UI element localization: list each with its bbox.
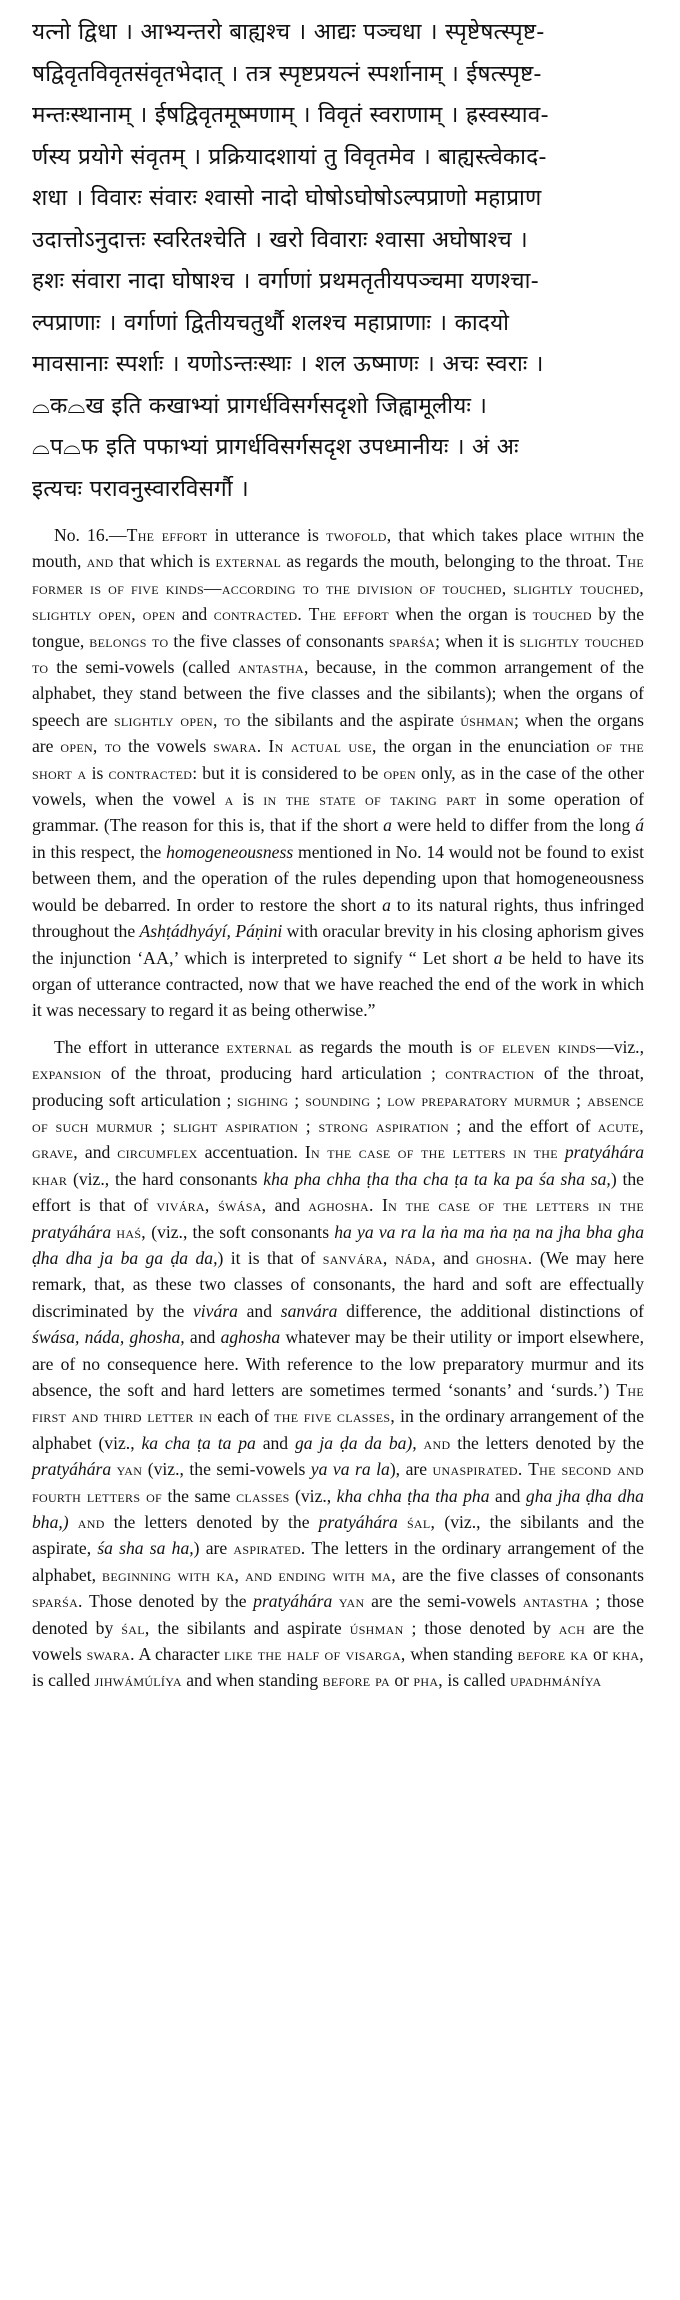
text-run: úshman — [349, 1617, 404, 1638]
text-run: pratyáhára — [253, 1591, 333, 1612]
text-run: (viz., the semi-vowels — [142, 1459, 311, 1480]
text-run: the letters denoted by the — [450, 1432, 644, 1453]
text-run: the five classes of consonants — [168, 630, 390, 651]
text-run: In the case of the letters in the — [304, 1142, 558, 1163]
text-run: in the state of taking part — [263, 789, 477, 810]
text-run: contraction — [445, 1063, 535, 1084]
text-run: antastha — [237, 657, 305, 678]
text-run: śwása, náda, ghosha, — [32, 1327, 185, 1348]
text-run: and — [237, 1300, 281, 1321]
text-run: the mouth, — [32, 525, 644, 572]
text-run: classes — [236, 1485, 290, 1506]
text-run: The effort — [126, 525, 208, 545]
text-run: before ka — [517, 1644, 589, 1665]
sanskrit-line: ल्पप्राणाः । वर्गाणां द्वितीयचतुर्थौ शलश्च महाप्राणाः । कादयो — [32, 309, 510, 336]
text-run: in utterance is — [207, 525, 326, 545]
text-run: difference, the additional distinctions of — [337, 1300, 644, 1321]
sanskrit-line: मावसानाः स्पर्शाः । यणोऽन्तःस्थाः । शल ऊष्माणः । अचः स्वराः । — [32, 351, 544, 377]
text-run: are the vowels — [32, 1617, 644, 1665]
sanskrit-line: शधा । विवारः संवारः श्वासो नादो घोषोऽघोषोऽल्पप्राणो महाप्राण — [32, 185, 542, 211]
text-run: like the half of visarga, — [224, 1644, 406, 1665]
sanskrit-line: षद्विवृतविवृतसंवृतभेदात् । तत्र स्पृष्टप्रयत्नं स्पर्शानाम् । ईषत्स्पृष्ट- — [32, 60, 542, 87]
text-run: a — [383, 815, 392, 836]
text-run: and — [435, 1247, 476, 1268]
text-run: unaspirated. — [432, 1459, 523, 1480]
text-run: vivára — [192, 1300, 238, 1321]
text-run: The letters in the ordinary arrangement of the alphabet, — [32, 1538, 644, 1585]
text-run: á — [635, 815, 645, 836]
text-run: a — [224, 789, 234, 810]
text-run: and when standing — [181, 1670, 323, 1691]
text-run: aghosha. — [308, 1195, 374, 1216]
text-run: aghosha — [220, 1327, 281, 1348]
text-run: contracted. — [213, 604, 303, 625]
text-run — [332, 1591, 339, 1611]
text-run: The second and fourth letters of — [32, 1459, 644, 1506]
text-run: ; and the effort of — [448, 1115, 598, 1136]
text-run: to its natural rights, thus infringed throughout the — [32, 894, 644, 942]
text-run: when standing — [405, 1644, 518, 1665]
text-run: Those denoted by the — [82, 1591, 254, 1612]
text-run: and — [175, 604, 214, 625]
text-run: be held to have its organ of utterance contracted, now that we have reached the end of the work in which it was necessary to regard it as being otherwise.” — [32, 947, 645, 1021]
text-run: aspirated. — [233, 1538, 306, 1559]
text-run: jihwámúlíya — [94, 1670, 182, 1691]
text-run: the semi-vowels (called — [48, 657, 238, 678]
text-run: external — [215, 551, 282, 572]
text-run: touched — [532, 604, 592, 625]
text-run: and — [77, 1142, 118, 1163]
text-run: that which is — [113, 551, 216, 572]
text-run: within — [569, 525, 616, 545]
text-run: kha chha ṭha tha pha — [336, 1485, 490, 1506]
text-run: , that which takes place — [386, 525, 570, 545]
text-run: of the throat, producing soft articulation ; — [32, 1063, 644, 1110]
text-run: were held to differ from the long — [391, 815, 636, 836]
text-run: and — [489, 1485, 526, 1506]
text-run: in some operation of grammar. (The reason for this is, that if the short — [32, 789, 644, 836]
text-run: , because, in the common arrangement of the alphabet, they stand between the five classes and the sibilants); when the organs of speech are — [32, 657, 644, 730]
text-run: A character — [134, 1644, 225, 1665]
text-run: sanvára — [280, 1300, 338, 1321]
text-run: In the case of the letters in the — [381, 1195, 644, 1216]
text-run: only, as in the case of the other vowels, when the vowel — [32, 762, 644, 810]
text-run: gha jha ḍha dha bha,) — [32, 1485, 644, 1533]
text-run: (viz., the sibilants and the aspirate, — [32, 1512, 645, 1559]
text-run: and — [423, 1432, 451, 1453]
text-run: sighing ; sounding ; low preparatory murmur ; absence of such murmur ; slight aspiration ; strong aspiration — [32, 1089, 644, 1136]
text-run — [398, 1512, 407, 1532]
text-run: whatever may be their utility or import elsewhere, are of no consequence here. With reference to the low preparatory murmur and its absence, the soft and hard letters are sometimes termed ‘sonants’ and ‘surds.’) — [32, 1327, 644, 1400]
text-run: ) are — [193, 1538, 234, 1559]
text-run: ga ja ḍa da ba), — [294, 1432, 417, 1453]
text-run: sanvára, náda, — [322, 1247, 436, 1268]
sanskrit-line: ⌓क⌓ख इति कखाभ्यां प्रागर्धविसर्गसदृशो जिह्वामूलीयः । — [32, 392, 488, 419]
text-run: circumflex — [117, 1142, 198, 1163]
text-run: beginning with ka, — [102, 1564, 240, 1585]
text-run: expansion — [32, 1063, 102, 1084]
text-run: are the five classes of consonants — [395, 1564, 645, 1585]
text-run: of the throat, producing hard articulation ; — [101, 1063, 446, 1084]
text-run: sparśa — [389, 630, 436, 651]
text-run: pratyáhára — [564, 1142, 645, 1163]
text-run: contracted — [108, 762, 193, 783]
text-run: ), are — [389, 1459, 433, 1480]
text-run: pratyáhára — [32, 1221, 112, 1242]
text-run: the sibilants and aspirate — [149, 1617, 350, 1638]
text-run: The first and third letter in — [32, 1380, 644, 1427]
text-run: haś, — [116, 1221, 146, 1242]
text-run: ,’ which is interpreted to signify “ Let short — [169, 947, 494, 968]
text-run: mentioned in No. 14 would not be found to exist between them, and the operation of the rules depending upon that homogeneousness would be debarred. In order to restore the short — [32, 841, 644, 915]
text-run: khar — [32, 1168, 68, 1189]
text-run: : but it is considered to be — [192, 762, 384, 783]
text-run: of the short a — [32, 736, 644, 783]
text-run: ; when it is — [435, 630, 520, 651]
sanskrit-line: र्णस्य प्रयोगे संवृतम् । प्रक्रियादशायां तु विवृतमेव । बाह्यस्त्वेकाद- — [32, 143, 547, 170]
text-run: slightly open, to — [113, 709, 241, 730]
sanskrit-line: यत्नो द्विधा । आभ्यन्तरो बाह्यश्च । आद्यः पञ्चधा । स्पृष्टेषत्स्पृष्ट- — [32, 19, 545, 45]
text-run: are the semi-vowels — [364, 1591, 523, 1612]
text-run: (viz., the hard consonants — [67, 1168, 264, 1189]
text-run: the vowels — [121, 736, 214, 757]
text-run: and — [255, 1432, 295, 1453]
text-run: slightly touched to — [32, 630, 644, 678]
text-run: ach — [558, 1617, 586, 1638]
text-run: In actual use, — [268, 736, 377, 757]
text-run: ha ya va ra la ṅa ma ṅa ṇa na jha bha gha ḍha dha ja ba ga ḍa da, — [32, 1221, 644, 1268]
text-run: is called — [443, 1670, 510, 1691]
text-run: (viz., — [289, 1485, 337, 1506]
text-run: Ashṭádhyáyí, Páṇini — [139, 921, 283, 942]
text-run: and — [86, 551, 114, 572]
sanskrit-line: हशः संवारा नादा घोषाश्च । वर्गाणां प्रथमतृतीयपञ्चमा यणश्चा- — [32, 268, 539, 294]
text-run: open — [383, 762, 417, 783]
text-run: or — [389, 1670, 414, 1691]
text-run: open, to — [60, 736, 122, 757]
text-run: upadhmáníya — [509, 1670, 602, 1691]
text-run: is — [233, 789, 264, 810]
text-run — [558, 1142, 565, 1162]
text-run: (We may here remark, that, as these two classes of consonants, the hard and soft are effectually discriminated by the — [32, 1247, 644, 1321]
sanskrit-line: उदात्तोऽनुदात्तः स्वरितश्चेति । खरो विवाराः श्वासा अघोषाश्च । — [32, 226, 528, 253]
text-run: or — [588, 1644, 613, 1665]
text-run: ; those denoted by — [32, 1591, 645, 1638]
text-run: a — [493, 947, 503, 968]
text-run: the five classes, — [274, 1406, 396, 1427]
text-run: as regards the mouth is — [292, 1036, 479, 1057]
text-run: before pa — [322, 1670, 390, 1691]
text-run: acute, grave, — [32, 1115, 644, 1163]
sanskrit-line: इत्यचः परावनुस्वारविसर्गौ । — [32, 475, 249, 502]
text-run: yan — [338, 1591, 365, 1612]
text-run: the same — [162, 1485, 237, 1506]
text-run — [69, 1512, 78, 1532]
text-run: when the organ is — [388, 604, 533, 625]
text-run — [417, 1433, 424, 1453]
text-run: by the tongue, — [32, 604, 645, 651]
text-run: and — [77, 1512, 105, 1533]
text-run: a — [382, 894, 391, 915]
text-run: swara. — [86, 1644, 135, 1665]
text-run: swara. — [213, 736, 262, 757]
text-run: the organ in the enunciation — [376, 736, 597, 757]
text-run: twofold — [326, 525, 387, 545]
text-run: of eleven kinds — [478, 1036, 597, 1057]
text-run: with oracular brevity in his closing aphorism gives the injunction ‘ — [32, 921, 644, 968]
text-run: each of — [212, 1406, 275, 1427]
text-run: belongs to — [89, 630, 169, 651]
text-run: ) the effort is that of — [32, 1168, 644, 1216]
text-run — [374, 1195, 382, 1215]
commentary-paragraph-2 — [32, 1034, 644, 1694]
text-run: kha, — [612, 1644, 645, 1665]
text-run: yan — [116, 1459, 143, 1480]
text-run: and — [184, 1327, 221, 1348]
text-run: pratyáhára — [32, 1459, 112, 1480]
text-run: ; when the organs are — [32, 709, 644, 757]
text-run: pha, — [413, 1670, 443, 1691]
text-run: is — [86, 762, 109, 783]
sanskrit-sutra-block — [32, 12, 644, 510]
text-run: ghosha. — [475, 1247, 533, 1268]
text-run: The effort — [308, 604, 389, 625]
text-run: and — [266, 1195, 309, 1216]
text-run: in this respect, the — [32, 841, 167, 862]
text-run: śal, — [121, 1617, 150, 1638]
text-run: ka cha ṭa ta pa — [141, 1432, 256, 1453]
text-run: ) it is that of — [217, 1247, 323, 1268]
text-run: antastha — [522, 1591, 589, 1612]
text-run: úshman — [460, 709, 515, 730]
text-run: AA — [143, 947, 170, 968]
text-run: ; those denoted by — [403, 1617, 559, 1638]
text-run: in the ordinary arrangement of the alphabet (viz., — [32, 1406, 645, 1453]
text-run: sparśa. — [32, 1591, 83, 1612]
text-run: accentuation. — [197, 1142, 305, 1163]
text-run: and ending with ma, — [245, 1564, 396, 1585]
text-run: The effort in utterance — [54, 1036, 227, 1057]
sanskrit-line: ⌓प⌓फ इति पफाभ्यां प्रागर्धविसर्गसदृश उपध्मानीयः । अं अः — [32, 434, 519, 460]
text-run: śal, — [406, 1512, 436, 1533]
text-run: The former is of five kinds—according to the division of touched, slightly touched, slightly open, open — [32, 551, 644, 625]
text-run: external — [226, 1036, 293, 1057]
text-run: pratyáhára — [318, 1512, 398, 1533]
text-run: ya va ra la — [310, 1459, 390, 1480]
book-page — [32, 12, 644, 1694]
sanskrit-line: मन्तःस्थानाम् । ईषद्विवृतमूष्मणाम् । विवृतं स्वराणाम् । ह्रस्वस्याव- — [32, 102, 549, 128]
text-run: No. 16.— — [54, 525, 127, 545]
text-run: vivára, śwása, — [156, 1195, 267, 1216]
text-run: the sibilants and the aspirate — [240, 709, 461, 730]
commentary-paragraph-1 — [32, 522, 644, 1024]
text-run: śa sha sa ha, — [97, 1538, 194, 1559]
text-run: as regards the mouth, belonging to the throat. — [281, 551, 617, 572]
text-run: kha pha chha ṭha tha cha ṭa ta ka pa śa sha sa, — [263, 1168, 611, 1189]
text-run: is called — [32, 1670, 95, 1691]
text-run: —viz., — [596, 1036, 644, 1057]
text-run: (viz., the soft consonants — [146, 1221, 335, 1242]
text-run: the letters denoted by the — [104, 1512, 319, 1533]
text-run: homogeneousness — [166, 841, 294, 862]
